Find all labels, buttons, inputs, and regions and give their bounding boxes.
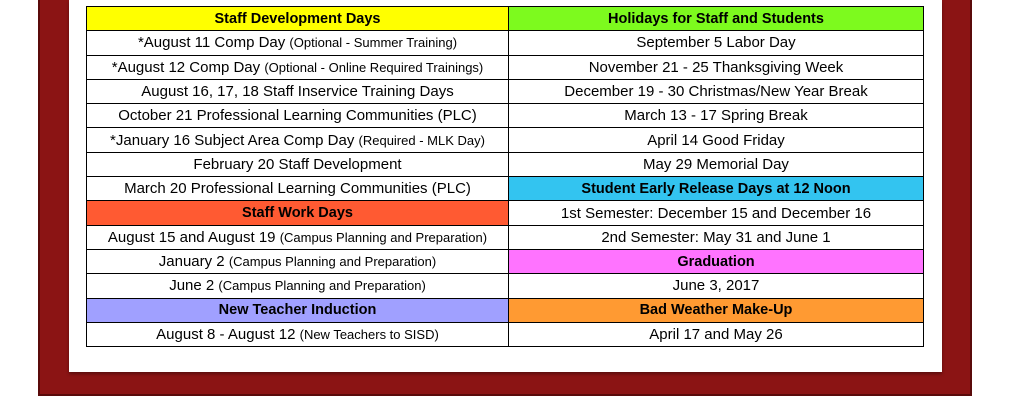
item-note: (Optional - Summer Training)	[289, 35, 458, 51]
graduation-date: June 3, 2017	[509, 274, 924, 298]
staff-dev-item	[87, 55, 509, 79]
item-main: March 20 Professional Learning Communities (PLC)	[124, 180, 471, 198]
staff-dev-item	[87, 128, 509, 152]
staff-dev-item	[87, 152, 509, 176]
early-release-item: 2nd Semester: May 31 and June 1	[509, 225, 924, 249]
item-main: June 2	[169, 277, 219, 295]
staff-dev-item	[87, 79, 509, 103]
table-row	[87, 128, 924, 152]
holiday-item: November 21 - 25 Thanksgiving Week	[509, 55, 924, 79]
table-row	[87, 298, 924, 322]
holiday-item: December 19 - 30 Christmas/New Year Break	[509, 79, 924, 103]
item-note: (Optional - Online Required Trainings)	[264, 59, 484, 75]
item-main: *August 11 Comp Day	[137, 34, 290, 52]
item-main: *January 16 Subject Area Comp Day	[110, 131, 359, 149]
staff-dev-item	[87, 177, 509, 201]
staff-dev-item	[87, 31, 509, 55]
item-main: October 21 Professional Learning Communities (PLC)	[118, 107, 477, 125]
item-main: *August 12 Comp Day	[111, 58, 265, 76]
table-row	[87, 55, 924, 79]
table-row	[87, 79, 924, 103]
early-release-header: Student Early Release Days at 12 Noon	[509, 177, 924, 201]
table-row	[87, 322, 924, 346]
table-row	[87, 152, 924, 176]
staff-dev-item	[87, 104, 509, 128]
item-note: (Required - MLK Day)	[358, 132, 485, 148]
early-release-item: 1st Semester: December 15 and December 16	[509, 201, 924, 225]
item-note: (New Teachers to SISD)	[299, 327, 439, 342]
table-row	[87, 7, 924, 31]
item-main: January 2	[158, 253, 229, 271]
table-row	[87, 225, 924, 249]
graduation-header: Graduation	[509, 249, 924, 273]
work-day-item	[87, 225, 509, 249]
staff-development-header: Staff Development Days	[87, 7, 509, 31]
item-main: February 20 Staff Development	[193, 155, 402, 173]
induction-item	[87, 322, 509, 346]
item-main: August 15 and August 19	[107, 228, 280, 246]
item-note: (Campus Planning and Preparation)	[279, 229, 488, 245]
holiday-item: September 5 Labor Day	[509, 31, 924, 55]
holiday-item: March 13 - 17 Spring Break	[509, 104, 924, 128]
staff-work-days-header: Staff Work Days	[87, 201, 509, 225]
holiday-item: May 29 Memorial Day	[509, 152, 924, 176]
work-day-item	[87, 249, 509, 273]
table-row	[87, 177, 924, 201]
table-row	[87, 249, 924, 273]
calendar-table	[86, 6, 924, 347]
item-main: August 16, 17, 18 Staff Inservice Training Days	[141, 83, 454, 101]
table-row	[87, 201, 924, 225]
table-row	[87, 274, 924, 298]
table-row	[87, 31, 924, 55]
new-teacher-induction-header: New Teacher Induction	[87, 298, 509, 322]
item-note: (Campus Planning and Preparation)	[228, 254, 437, 270]
item-main: August 8 - August 12	[156, 326, 300, 343]
work-day-item	[87, 274, 509, 298]
table-row	[87, 104, 924, 128]
bad-weather-dates: April 17 and May 26	[509, 322, 924, 346]
bad-weather-header: Bad Weather Make-Up	[509, 298, 924, 322]
holidays-header: Holidays for Staff and Students	[509, 7, 924, 31]
item-note: (Campus Planning and Preparation)	[218, 278, 426, 294]
holiday-item: April 14 Good Friday	[509, 128, 924, 152]
